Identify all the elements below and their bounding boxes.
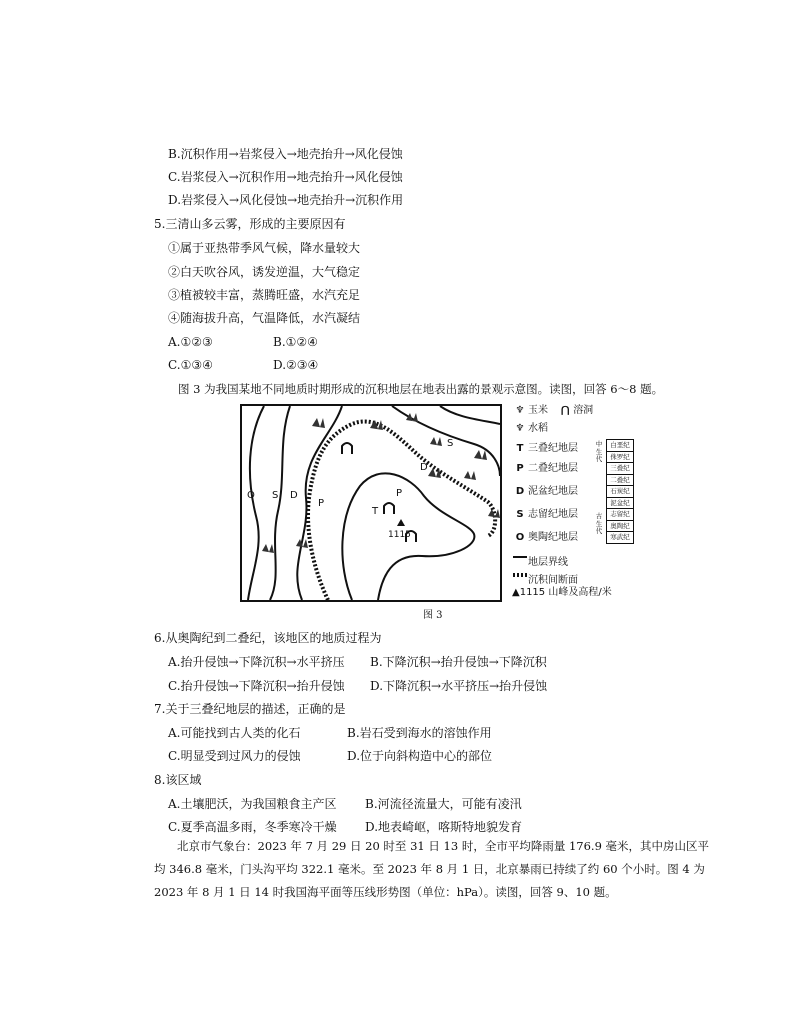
q5-item-3: ③植被较丰富，蒸腾旺盛，水汽充足 [168, 288, 361, 302]
q7-option-a: A.可能找到古人类的化石 [168, 726, 301, 740]
legend-row-rice: ♆ 水稻 [512, 421, 548, 437]
q8-option-d: D.地表崎岖，喀斯特地貌发育 [365, 820, 523, 834]
q5-option-b: B.①②④ [273, 335, 318, 349]
map-label-p-right: P [396, 488, 403, 499]
legend-row-unconformity: 沉积间断面 [512, 567, 578, 583]
figure3-intro: 图 3 为我国某地不同地质时期形成的沉积地层在地表出露的景观示意图。读图，回答 6～8 题。 [178, 382, 664, 396]
q5-option-a: A.①②③ [168, 335, 213, 349]
unconformity-line-icon [512, 567, 528, 583]
map-label-s-right: S [447, 438, 454, 449]
legend-row-o: O 奥陶纪地层 [515, 532, 578, 543]
map-label-p-left: P [318, 498, 325, 509]
boundary-line-icon [512, 549, 528, 565]
legend-row-crops: ♆ 玉米 ⋂ 溶洞 [512, 403, 593, 419]
q7-option-c: C.明显受到过风力的侵蚀 [168, 749, 301, 763]
era-paleozoic: 古 生 代 [595, 512, 603, 535]
figure3-caption: 图 3 [423, 610, 443, 621]
q6-stem: 6.从奥陶纪到二叠纪，该地区的地质过程为 [154, 631, 382, 645]
q4-option-b: B.沉积作用→岩浆侵入→地壳抬升→风化侵蚀 [168, 147, 403, 161]
geologic-map-lines [242, 406, 500, 600]
q7-option-b: B.岩石受到海水的溶蚀作用 [347, 726, 492, 740]
cave-icon: ⋂ [560, 405, 570, 416]
rice-icon: ♆ [515, 423, 525, 434]
q6-option-d: D.下降沉积→水平挤压→抬升侵蚀 [370, 679, 548, 693]
q8-stem: 8.该区域 [154, 773, 202, 787]
legend-row-peak: ▲1115 山峰及高程/米 [512, 587, 612, 598]
era-mesozoic: 中 生 代 [595, 440, 603, 463]
q7-stem: 7.关于三叠纪地层的描述，正确的是 [154, 702, 346, 716]
q8-option-b: B.河流径流量大，可能有凌汛 [365, 797, 522, 811]
q5-stem: 5.三清山多云雾，形成的主要原因有 [154, 217, 346, 231]
legend-row-d: D 泥盆纪地层 [515, 486, 578, 497]
q5-item-2: ②白天吹谷风，诱发逆温，大气稳定 [168, 265, 361, 279]
peak-icon: ▲ [512, 587, 520, 598]
q8-option-c: C.夏季高温多雨，冬季寒冷干燥 [168, 820, 337, 834]
q4-option-d: D.岩浆侵入→风化侵蚀→地壳抬升→沉积作用 [168, 193, 404, 207]
legend-row-p: P 二叠纪地层 [516, 463, 578, 474]
q5-item-4: ④随海拔升高，气温降低，水汽凝结 [168, 311, 361, 325]
map-label-s-left: S [272, 490, 279, 501]
legend-row-t: T 三叠纪地层 [516, 443, 578, 454]
map-label-t: T [372, 506, 379, 517]
q7-option-d: D.位于向斜构造中心的部位 [347, 749, 493, 763]
map-label-d-right: D [420, 462, 428, 473]
corn-icon: ♆ [515, 405, 525, 416]
q5-option-d: D.②③④ [273, 358, 319, 372]
q6-option-c: C.抬升侵蚀→下降沉积→抬升侵蚀 [168, 679, 345, 693]
q6-option-b: B.下降沉积→抬升侵蚀→下降沉积 [370, 655, 547, 669]
q5-option-c: C.①③④ [168, 358, 213, 372]
q4-option-c: C.岩浆侵入→沉积作用→地壳抬升→风化侵蚀 [168, 170, 403, 184]
period-column: 白垩纪 侏罗纪 三叠纪 二叠纪 石炭纪 泥盆纪 志留纪 奥陶纪 寒武纪 [606, 439, 634, 544]
legend-row-boundary: 地层界线 [512, 549, 568, 565]
figure4-intro: 北京市气象台：2023 年 7 月 29 日 20 时至 31 日 13 时，全市平均降雨量 176.9 毫米，其中房山区平均 346.8 毫米，门头沟平均 322.1 毫米。至 2023 年 8 月 1 日，北京暴雨已持续了约 60 个小时。图 4 为 2023 年 8 月 1 日 14 时我国海平面等压线形势图（单位：hPa）。读图，回答 9、10 题。 [154, 839, 710, 899]
map-legend [512, 403, 632, 603]
q5-item-1: ①属于亚热带季风气候，降水量较大 [168, 241, 361, 255]
map-label-d-left: D [290, 490, 298, 501]
q6-option-a: A.抬升侵蚀→下降沉积→水平挤压 [168, 655, 345, 669]
map-label-o: O [247, 490, 255, 501]
map-peak-elevation: 1115 [388, 530, 411, 540]
geologic-map [240, 404, 502, 602]
q8-option-a: A.土壤肥沃，为我国粮食主产区 [168, 797, 337, 811]
legend-row-s: S 志留纪地层 [516, 509, 578, 520]
